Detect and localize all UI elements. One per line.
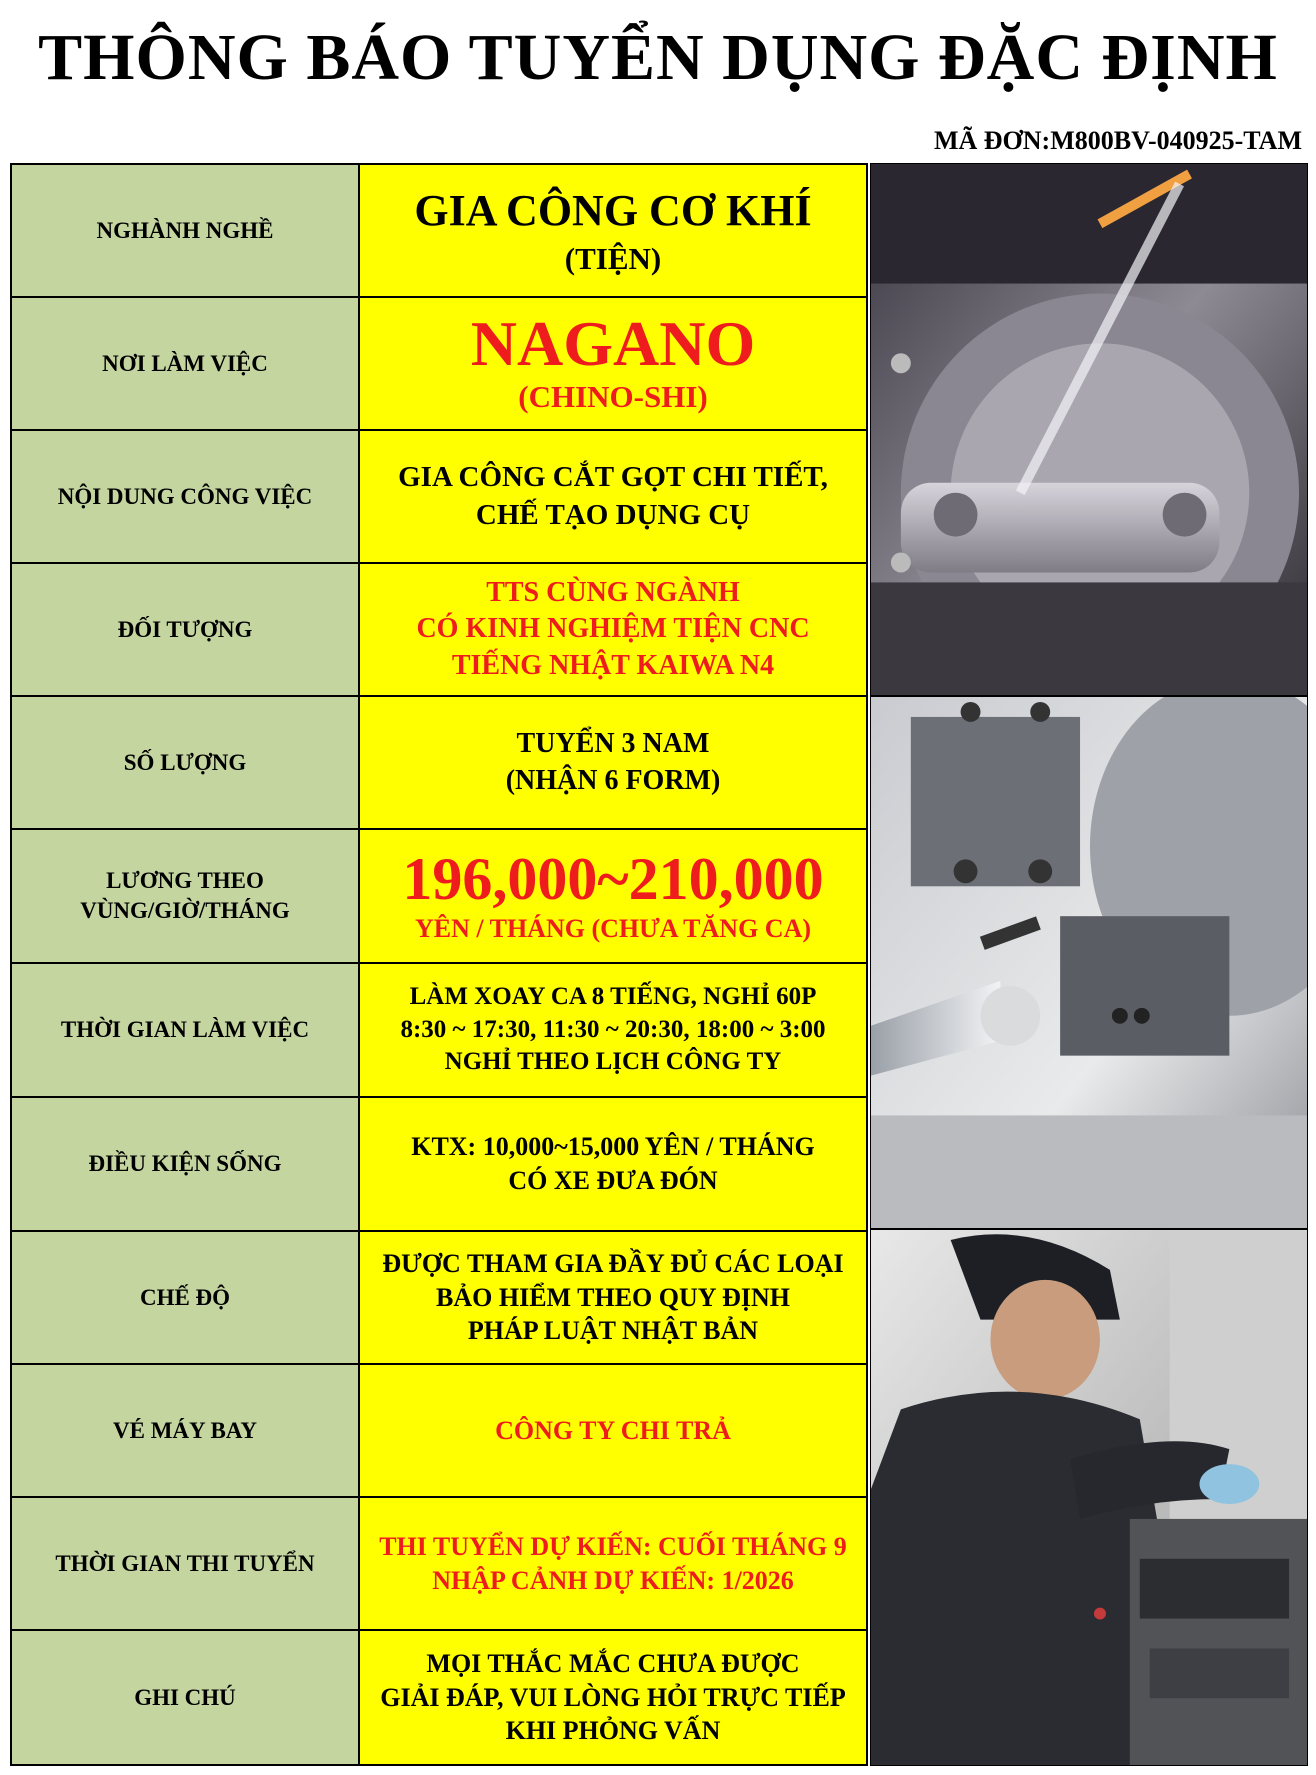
lathe-operator-photo <box>870 1229 1308 1766</box>
label-benefits: CHẾ ĐỘ <box>12 1232 360 1365</box>
order-code: MÃ ĐƠN:M800BV-040925-TAM <box>933 126 1302 155</box>
value-quantity: TUYỂN 3 NAM (NHẬN 6 FORM) <box>360 697 866 830</box>
value-exam-time: THI TUYỂN DỰ KIẾN: CUỐI THÁNG 9 NHẬP CẢNH DỰ KIẾN: 1/2026 <box>360 1498 866 1631</box>
job-info-table <box>10 163 868 1766</box>
row-notes <box>12 1631 866 1764</box>
value-job-content: GIA CÔNG CẮT GỌT CHI TIẾT, CHẾ TẠO DỤNG CỤ <box>360 431 866 564</box>
value-living-conditions: KTX: 10,000~15,000 YÊN / THÁNG CÓ XE ĐƯA ĐÓN <box>360 1098 866 1232</box>
row-working-hours <box>12 964 866 1098</box>
row-salary <box>12 830 866 964</box>
value-benefits: ĐƯỢC THAM GIA ĐẦY ĐỦ CÁC LOẠI BẢO HIỂM THEO QUY ĐỊNH PHÁP LUẬT NHẬT BẢN <box>360 1232 866 1365</box>
value-workplace: NAGANO (CHINO-SHI) <box>360 298 866 431</box>
page-title: THÔNG BÁO TUYỂN DỤNG ĐẶC ĐỊNH <box>38 21 1278 94</box>
label-living-conditions: ĐIỀU KIỆN SỐNG <box>12 1098 360 1232</box>
cnc-lathe-turning-photo <box>870 696 1308 1229</box>
label-airfare: VÉ MÁY BAY <box>12 1365 360 1498</box>
value-working-hours: LÀM XOAY CA 8 TIẾNG, NGHỈ 60P 8:30 ~ 17:30, 11:30 ~ 20:30, 18:00 ~ 3:00 NGHỈ THEO LỊCH CÔNG TY <box>360 964 866 1098</box>
machining-coolant-photo <box>870 163 1308 696</box>
label-exam-time: THỜI GIAN THI TUYỂN <box>12 1498 360 1631</box>
row-living-conditions <box>12 1098 866 1232</box>
label-job-content: NỘI DUNG CÔNG VIỆC <box>12 431 360 564</box>
label-salary: LƯƠNG THEO VÙNG/GIỜ/THÁNG <box>12 830 360 964</box>
label-target: ĐỐI TƯỢNG <box>12 564 360 697</box>
label-industry: NGHÀNH NGHỀ <box>12 165 360 298</box>
value-notes: MỌI THẮC MẮC CHƯA ĐƯỢC GIẢI ĐÁP, VUI LÒNG HỎI TRỰC TIẾP KHI PHỎNG VẤN <box>360 1631 866 1764</box>
label-working-hours: THỜI GIAN LÀM VIỆC <box>12 964 360 1098</box>
label-notes: GHI CHÚ <box>12 1631 360 1764</box>
row-airfare <box>12 1365 866 1498</box>
value-target: TTS CÙNG NGÀNH CÓ KINH NGHIỆM TIỆN CNC TIẾNG NHẬT KAIWA N4 <box>360 564 866 697</box>
value-industry: GIA CÔNG CƠ KHÍ (TIỆN) <box>360 165 866 298</box>
value-airfare: CÔNG TY CHI TRẢ <box>360 1365 866 1498</box>
row-exam-time <box>12 1498 866 1631</box>
value-salary: 196,000~210,000 YÊN / THÁNG (CHƯA TĂNG CA) <box>360 830 866 964</box>
row-industry <box>12 165 866 298</box>
label-quantity: SỐ LƯỢNG <box>12 697 360 830</box>
row-workplace <box>12 298 866 431</box>
row-target <box>12 564 866 697</box>
row-benefits <box>12 1232 866 1365</box>
row-job-content <box>12 431 866 564</box>
row-quantity <box>12 697 866 830</box>
label-workplace: NƠI LÀM VIỆC <box>12 298 360 431</box>
photo-column <box>870 163 1308 1766</box>
